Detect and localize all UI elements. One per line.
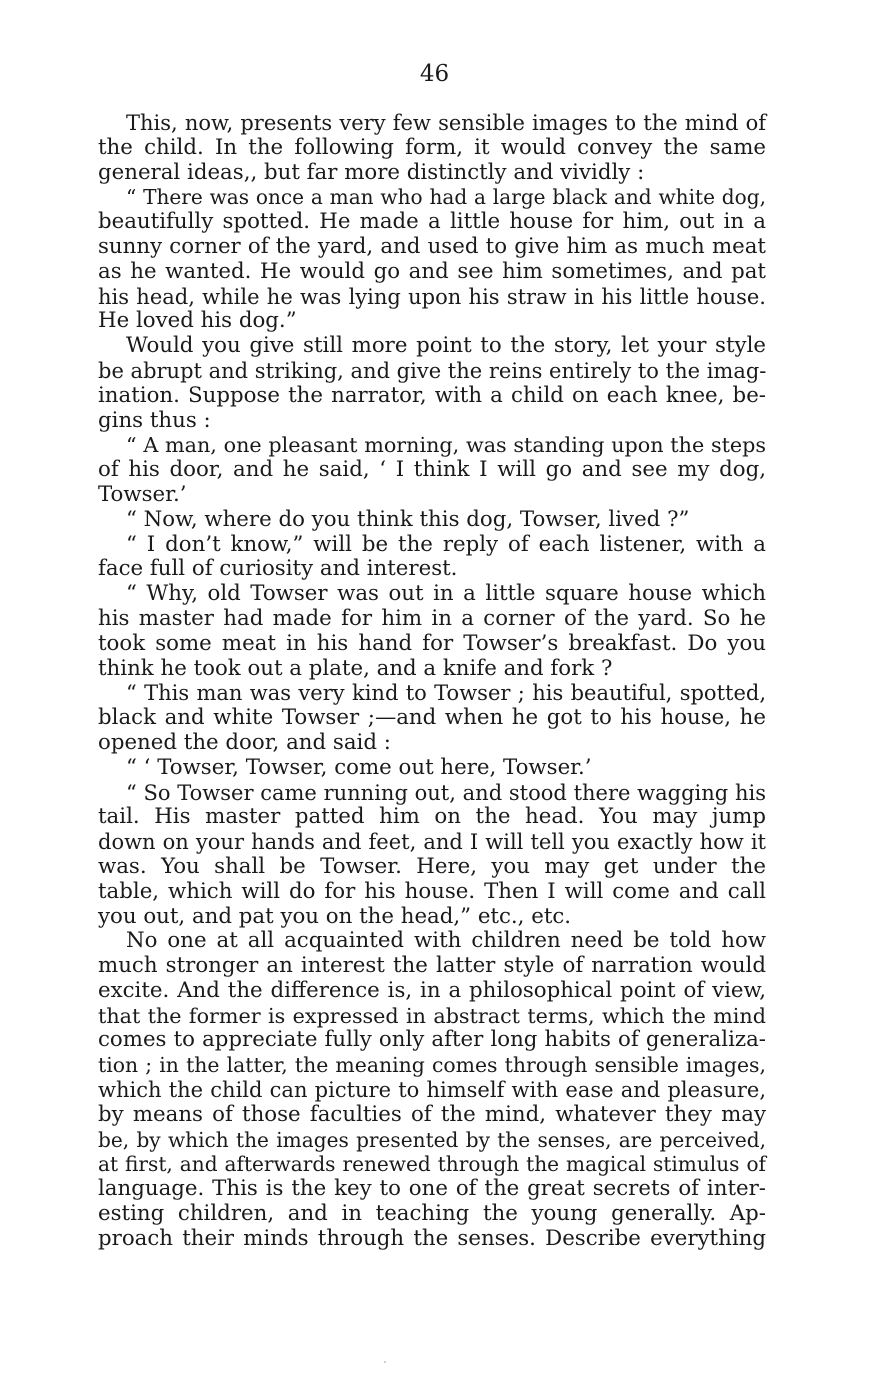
- text-line: which the child can picture to himself with ease and pleasure,: [98, 1078, 766, 1103]
- text-line: you out, and pat you on the head,” etc., etc.: [98, 903, 572, 929]
- text-line: He loved his dog.”: [98, 308, 297, 334]
- text-line: “ Why, old Towser was out in a little square house which: [126, 581, 766, 607]
- text-line: Would you give still more point to the story, let your style: [126, 333, 766, 359]
- text-line: his master had made for him in a corner of the yard. So he: [98, 605, 766, 631]
- text-line: comes to appreciate fully only after long habits of generaliza-: [98, 1027, 766, 1053]
- text-line: “ A man, one pleasant morning, was standing upon the steps: [126, 433, 766, 458]
- text-line: was. You shall be Towser. Here, you may get under the: [98, 853, 766, 879]
- text-line: “ ‘ Towser, Towser, come out here, Towser.’: [126, 754, 592, 780]
- text-line: language. This is the key to one of the great secrets of inter-: [98, 1176, 766, 1202]
- text-line: sunny corner of the yard, and used to give him as much meat: [98, 233, 766, 259]
- page-number: 46: [419, 61, 450, 87]
- text-line: proach their minds through the senses. Describe everything: [98, 1225, 766, 1251]
- text-line: his head, while he was lying upon his straw in his little house.: [98, 284, 766, 309]
- text-line: This, now, presents very few sensible images to the mind of: [126, 111, 766, 135]
- text-line: be abrupt and striking, and give the reins entirely to the imag-: [98, 358, 767, 383]
- text-line: be, by which the images presented by the senses, are perceived,: [98, 1127, 766, 1152]
- text-line: much stronger an interest the latter style of narration would: [98, 953, 766, 979]
- text-line: think he took out a plate, and a knife and fork ?: [98, 655, 613, 681]
- text-line: opened the door, and said :: [98, 729, 391, 755]
- text-line: as he wanted. He would go and see him sometimes, and pat: [98, 258, 766, 284]
- text-line: ination. Suppose the narrator, with a child on each knee, be-: [98, 382, 766, 408]
- text-line: “ I don’t know,” will be the reply of each listener, with a: [126, 531, 766, 557]
- body-text: [98, 111, 766, 1252]
- text-line: “ This man was very kind to Towser ; his beautiful, spotted,: [126, 681, 766, 706]
- text-line: by means of those faculties of the mind, whatever they may: [98, 1101, 766, 1127]
- text-line: of his door, and he said, ‘ I think I will go and see my dog,: [98, 457, 766, 483]
- text-line: “ Now, where do you think this dog, Towser, lived ?”: [126, 506, 690, 532]
- text-line: at first, and afterwards renewed through the magical stimulus of: [98, 1152, 766, 1177]
- text-line: esting children, and in teaching the young generally. Ap-: [98, 1201, 766, 1227]
- text-line: “ So Towser came running out, and stood there wagging his: [126, 780, 766, 805]
- paper-speck: [384, 1361, 386, 1363]
- text-line: down on your hands and feet, and I will tell you exactly how it: [98, 830, 766, 855]
- text-line: tail. His master patted him on the head. You may jump: [98, 804, 766, 830]
- text-line: Towser.’: [98, 481, 187, 507]
- text-line: tion ; in the latter, the meaning comes through sensible images,: [98, 1053, 766, 1078]
- text-line: beautifully spotted. He made a little house for him, out in a: [98, 209, 766, 235]
- text-line: “ There was once a man who had a large black and white dog,: [126, 185, 766, 210]
- text-line: gins thus :: [98, 407, 211, 433]
- text-line: table, which will do for his house. Then I will come and call: [98, 878, 766, 904]
- text-line: excite. And the difference is, in a philosophical point of view,: [98, 977, 766, 1003]
- text-line: general ideas,, but far more distinctly and vividly :: [98, 159, 645, 185]
- text-line: face full of curiosity and interest.: [98, 556, 458, 582]
- text-line: the child. In the following form, it would convey the same: [98, 134, 766, 160]
- text-line: took some meat in his hand for Towser’s breakfast. Do you: [98, 630, 766, 656]
- text-line: No one at all acquainted with children need be told how: [126, 928, 766, 954]
- text-line: black and white Towser ;—and when he got to his house, he: [98, 705, 766, 731]
- text-line: that the former is expressed in abstract terms, which the mind: [98, 1003, 766, 1028]
